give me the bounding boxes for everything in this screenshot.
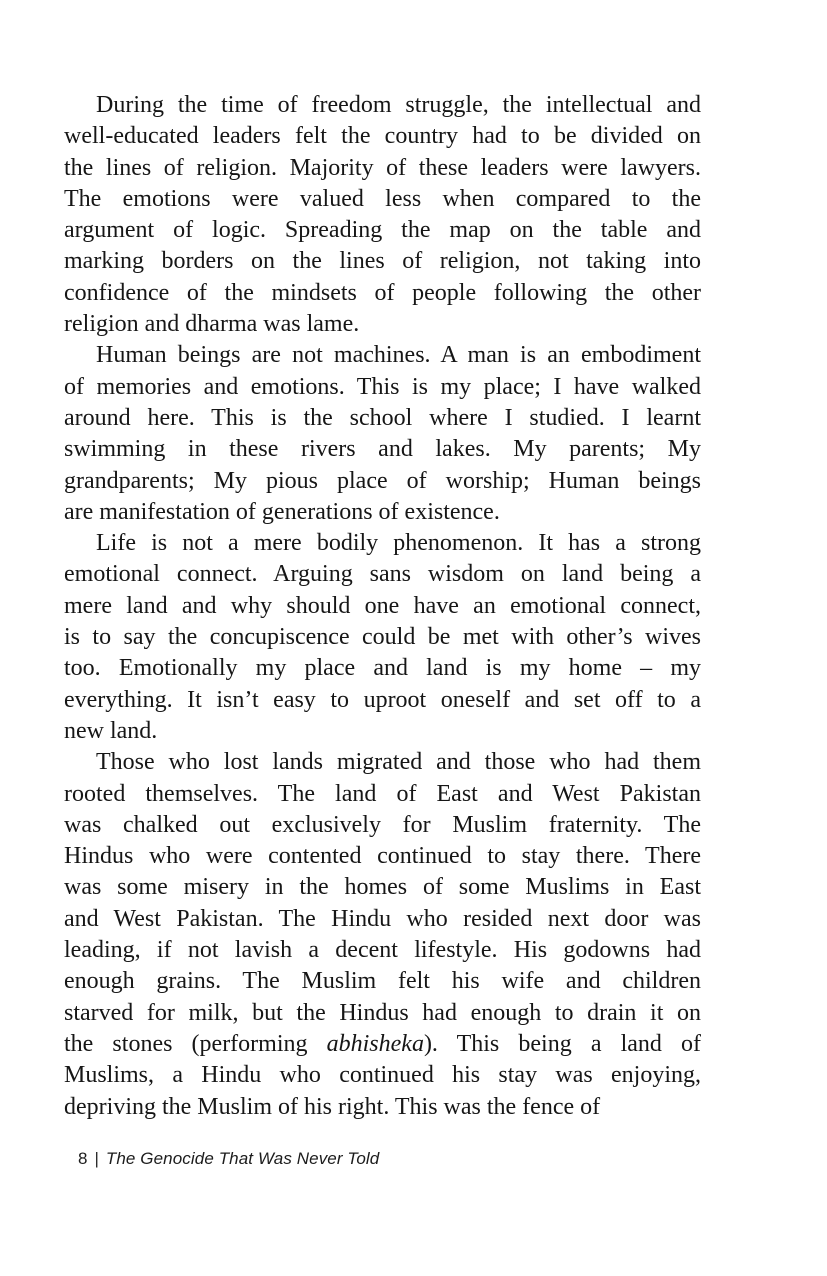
text-line: marking borders on the lines of religion, not taking into	[64, 248, 701, 275]
text-line: confidence of the mindsets of people following the other	[64, 279, 701, 306]
text-line: mere land and why should one have an emotional connect,	[64, 592, 701, 619]
text-line: well-educated leaders felt the country had to be divided on	[64, 123, 701, 150]
text-line: argument of logic. Spreading the map on the table and	[64, 217, 701, 244]
book-title: The Genocide That Was Never Told	[105, 1149, 380, 1168]
text-line: starved for milk, but the Hindus had enough to drain it on	[64, 999, 701, 1026]
text-line: are manifestation of generations of existence.	[64, 498, 500, 525]
text-line: swimming in these rivers and lakes. My parents; My	[64, 436, 701, 463]
text-line: was some misery in the homes of some Muslims in East	[64, 874, 701, 901]
text-line: too. Emotionally my place and land is my home – my	[64, 655, 701, 682]
page-footer	[78, 1148, 379, 1170]
paragraph	[64, 340, 701, 528]
text-line: Hindus who were contented continued to stay there. There	[64, 843, 701, 870]
text-line: new land.	[64, 717, 158, 744]
text-line: everything. It isn’t easy to uproot oneself and set off to a	[64, 686, 701, 713]
text-line: emotional connect. Arguing sans wisdom on land being a	[64, 561, 701, 588]
text-line: depriving the Muslim of his right. This was the fence of	[64, 1093, 601, 1120]
text-line: During the time of freedom struggle, the intellectual and	[96, 92, 701, 118]
paragraph	[64, 528, 701, 747]
paragraph	[64, 747, 701, 1123]
text-line: religion and dharma was lame.	[64, 311, 360, 338]
text-line: of memories and emotions. This is my place; I have walked	[64, 373, 701, 400]
text-line: Life is not a mere bodily phenomenon. It has a strong	[96, 530, 701, 557]
text-line: Those who lost lands migrated and those who had them	[96, 749, 701, 776]
page-number: 8	[78, 1149, 88, 1168]
text-line: rooted themselves. The land of East and West Pakistan	[64, 780, 701, 807]
text-line: Human beings are not machines. A man is an embodiment	[96, 342, 701, 369]
footer-separator: |	[94, 1149, 99, 1168]
text-line: enough grains. The Muslim felt his wife and children	[64, 968, 701, 995]
text-line: Muslims, a Hindu who continued his stay was enjoying,	[64, 1062, 701, 1089]
text-line: around here. This is the school where I studied. I learnt	[64, 404, 701, 431]
text-line: the stones (performing abhisheka). This being a land of	[64, 1030, 701, 1057]
text-line: grandparents; My pious place of worship; Human beings	[64, 467, 701, 494]
text-line: is to say the concupiscence could be met with other’s wives	[64, 624, 701, 651]
body-text	[64, 90, 701, 1123]
text-line: was chalked out exclusively for Muslim fraternity. The	[64, 811, 701, 838]
paragraph	[64, 90, 701, 340]
text-line: the lines of religion. Majority of these leaders were lawyers.	[64, 154, 701, 181]
text-line: and West Pakistan. The Hindu who resided next door was	[64, 905, 701, 932]
text-line: The emotions were valued less when compared to the	[64, 185, 701, 212]
text-line: leading, if not lavish a decent lifestyle. His godowns had	[64, 937, 701, 964]
